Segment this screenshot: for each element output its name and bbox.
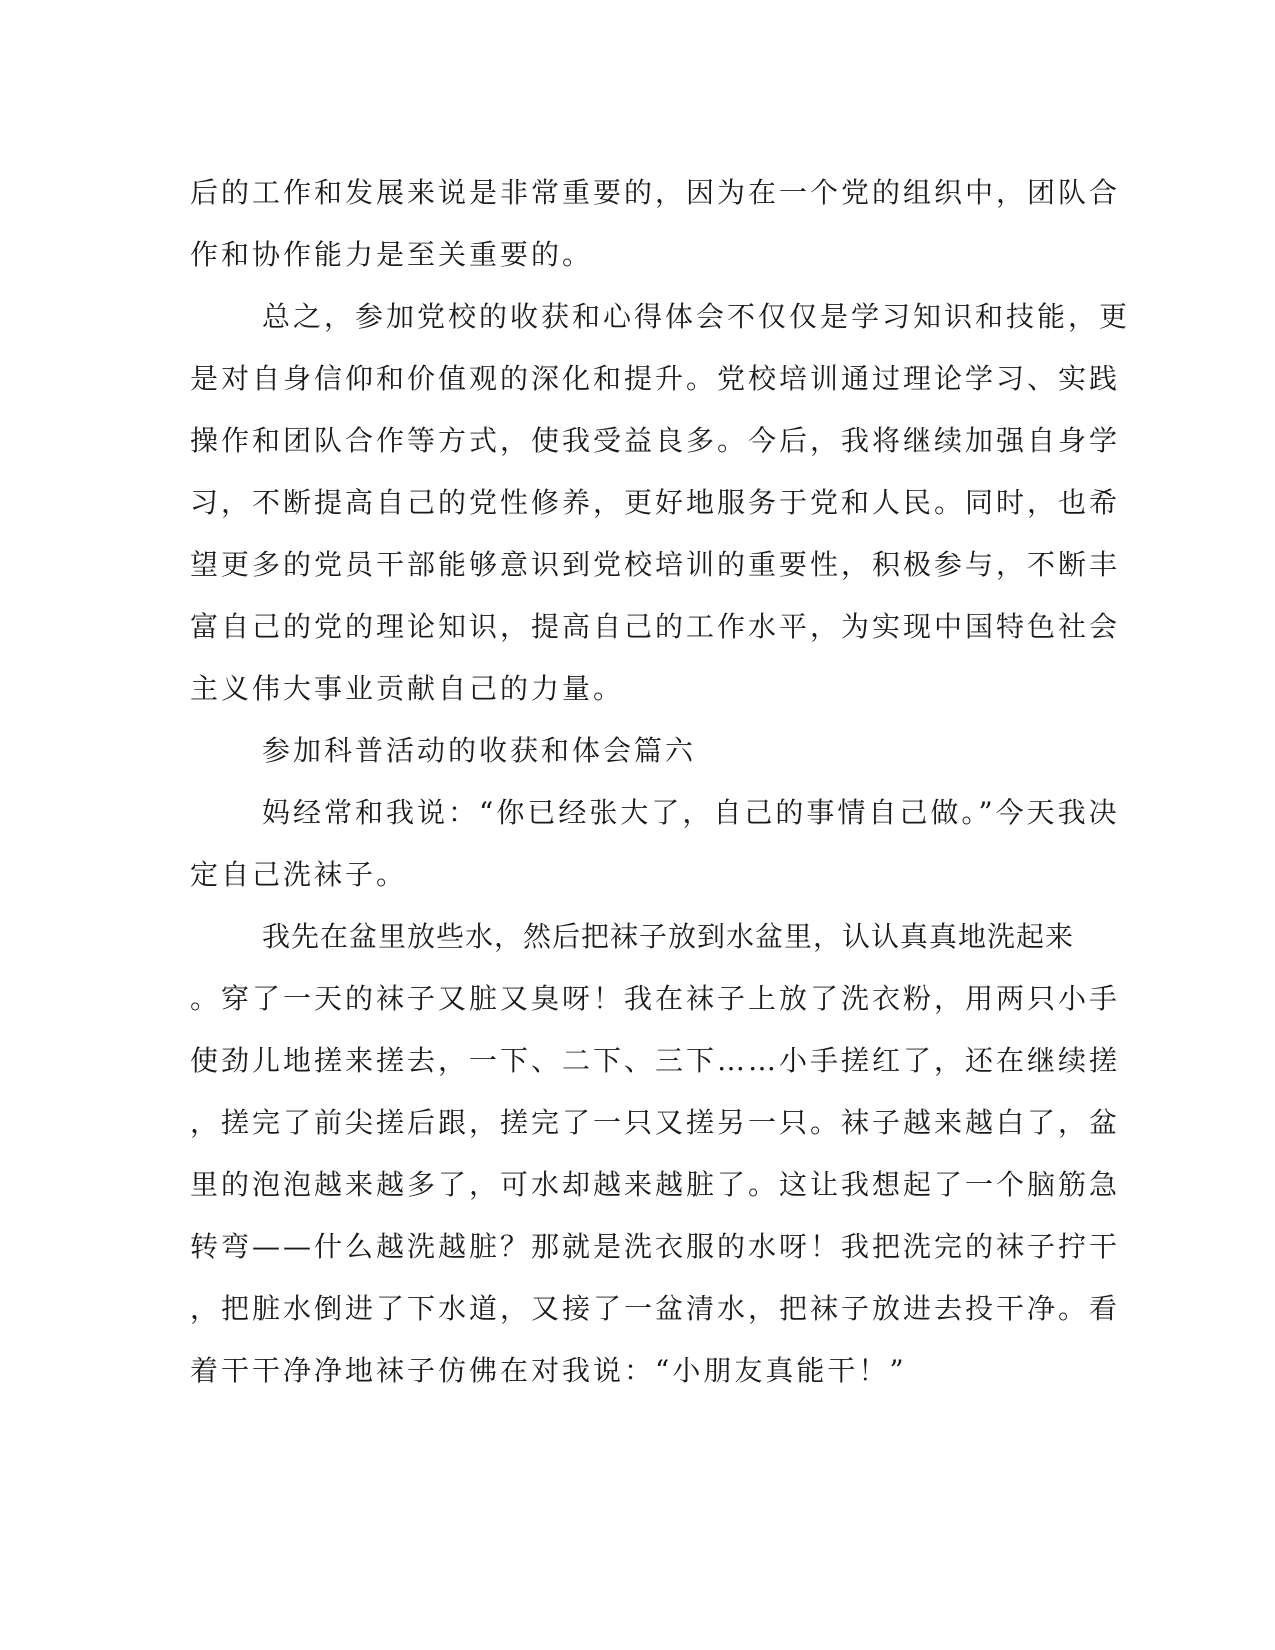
text-line: 富自己的党的理论知识，提高自己的工作水平，为实现中国特色社会 [190, 610, 1121, 643]
text-line: 定自己洗袜子。 [190, 858, 408, 891]
text-line: 望更多的党员干部能够意识到党校培训的重要性，积极参与，不断丰 [190, 548, 1121, 581]
text-line: 作和协作能力是至关重要的。 [190, 238, 594, 271]
paragraph-start-line: 妈经常和我说：“你已经张大了，自己的事情自己做。”今天我决 [262, 796, 1120, 829]
document-body [190, 162, 1131, 1402]
text-line: 是对自身信仰和价值观的深化和提升。党校培训通过理论学习、实践 [190, 362, 1121, 395]
text-line: 使劲儿地搓来搓去，一下、二下、三下……小手搓红了，还在继续搓 [190, 1044, 1121, 1077]
paragraph-start-line: 我先在盆里放些水，然后把袜子放到水盆里，认认真真地洗起来 [262, 920, 1075, 953]
text-line: 习，不断提高自己的党性修养，更好地服务于党和人民。同时，也希 [190, 486, 1121, 519]
text-line: ，把脏水倒进了下水道，又接了一盆清水，把袜子放进去投干净。看 [190, 1292, 1121, 1325]
paragraph-start-line: 总之，参加党校的收获和心得体会不仅仅是学习知识和技能，更 [262, 300, 1131, 333]
text-line: 里的泡泡越来越多了，可水却越来越脏了。这让我想起了一个脑筋急 [190, 1168, 1121, 1201]
text-line: 操作和团队合作等方式，使我受益良多。今后，我将继续加强自身学 [190, 424, 1121, 457]
section-heading: 参加科普活动的收获和体会篇六 [262, 734, 697, 767]
text-line: 。穿了一天的袜子又脏又臭呀！我在袜子上放了洗衣粉，用两只小手 [190, 982, 1121, 1015]
text-line: 转弯——什么越洗越脏？那就是洗衣服的水呀！我把洗完的袜子拧干 [190, 1230, 1121, 1263]
text-line: 后的工作和发展来说是非常重要的，因为在一个党的组织中，团队合 [190, 176, 1121, 209]
text-line: 主义伟大事业贡献自己的力量。 [190, 672, 625, 705]
text-line: ，搓完了前尖搓后跟，搓完了一只又搓另一只。袜子越来越白了，盆 [190, 1106, 1121, 1139]
text-line: 着干干净净地袜子仿佛在对我说：“小朋友真能干！” [190, 1354, 907, 1387]
